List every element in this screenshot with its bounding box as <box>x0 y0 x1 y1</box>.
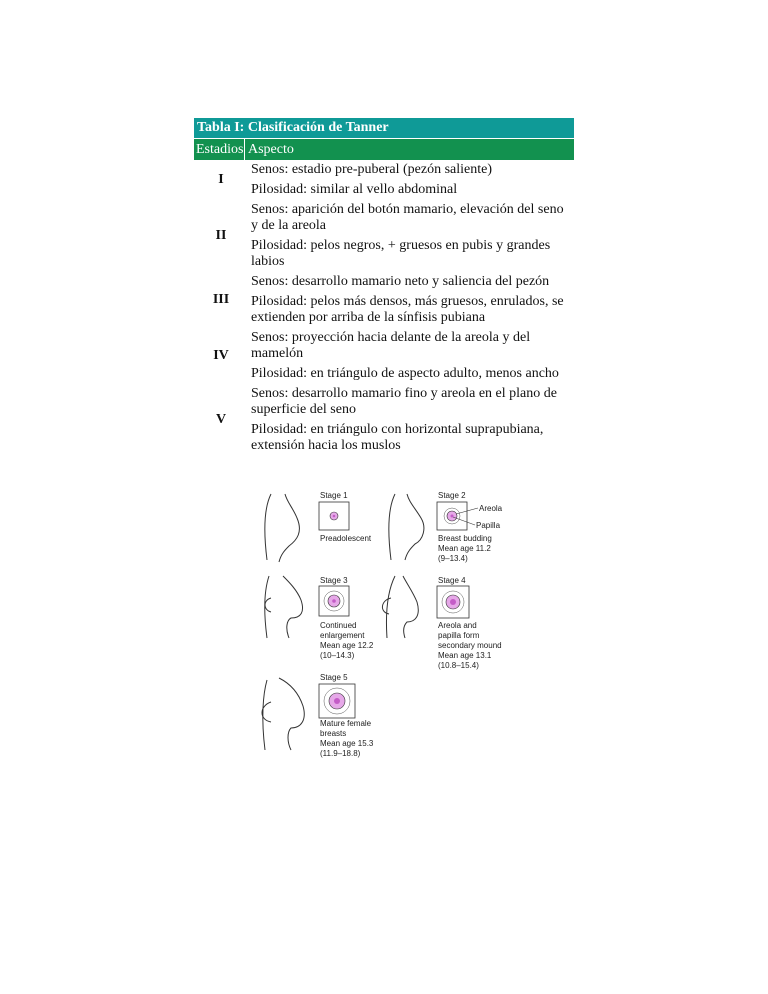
stage-4-title: Stage 4 <box>438 576 466 585</box>
stage-4-desc: papilla form <box>438 631 480 640</box>
papilla-icon <box>332 599 336 603</box>
stage-numeral: III <box>212 292 230 307</box>
tanner-stages-figure <box>257 488 557 763</box>
stage-row-i <box>194 160 574 200</box>
back-outline <box>386 576 395 638</box>
stage-3-desc: (10–14.3) <box>320 651 355 660</box>
stage-3-desc: enlargement <box>320 631 365 640</box>
stage-3-title: Stage 3 <box>320 576 348 585</box>
hair-description: Pilosidad: en triángulo con horizontal suprapubiana, extensión hacia los muslos <box>251 422 544 453</box>
hair-description: Pilosidad: pelos negros, + gruesos en pubis y grandes labios <box>251 238 551 269</box>
torso-silhouette <box>279 678 304 750</box>
papilla-icon <box>334 698 340 704</box>
stage-3-desc: Mean age 12.2 <box>320 641 374 650</box>
stage-5-desc: (11.9–18.8) <box>320 749 361 758</box>
stage-1-title: Stage 1 <box>320 491 348 500</box>
stage-row-v <box>194 384 574 456</box>
areola-label: Areola <box>479 504 503 513</box>
stage-numeral: IV <box>213 348 229 363</box>
stage-4-desc: Mean age 13.1 <box>438 651 492 660</box>
stage-1-desc: Preadolescent <box>320 534 372 543</box>
stage-4-panel <box>382 576 501 670</box>
stage-5-panel <box>262 673 374 758</box>
torso-silhouette <box>283 576 303 638</box>
papilla-icon <box>333 515 336 518</box>
stage-1-panel <box>265 491 372 562</box>
stage-row-iii <box>194 272 574 328</box>
stage-2-panel <box>389 491 503 563</box>
hair-description: Pilosidad: similar al vello abdominal <box>251 182 458 197</box>
table-header <box>194 139 574 160</box>
stage-3-panel <box>265 576 374 660</box>
stage-2-title: Stage 2 <box>438 491 466 500</box>
stage-4-desc: secondary mound <box>438 641 502 650</box>
breast-curve <box>265 598 271 612</box>
header-stage: Estadios <box>196 142 244 157</box>
table-title: Tabla I: Clasificación de Tanner <box>194 118 574 138</box>
stage-4-desc: Areola and <box>438 621 477 630</box>
breast-description: Senos: proyección hacia delante de la areola y del mamelón <box>251 330 531 361</box>
stage-2-desc: Breast budding <box>438 534 492 543</box>
stage-5-title: Stage 5 <box>320 673 348 682</box>
papilla-pointer <box>453 517 475 525</box>
breast-description: Senos: desarrollo mamario neto y saliencia del pezón <box>251 274 550 289</box>
stage-5-desc: Mean age 15.3 <box>320 739 374 748</box>
papilla-label: Papilla <box>476 521 501 530</box>
stage-3-desc: Continued <box>320 621 357 630</box>
back-outline <box>263 680 267 750</box>
stage-numeral: V <box>215 412 227 427</box>
stage-2-desc: (9–13.4) <box>438 554 468 563</box>
back-outline <box>265 494 271 560</box>
stage-2-desc: Mean age 11.2 <box>438 544 491 553</box>
stage-5-desc: Mature female <box>320 719 372 728</box>
stage-row-iv <box>194 328 574 384</box>
tanner-table <box>194 118 574 456</box>
stage-numeral: I <box>218 172 224 187</box>
header-aspect: Aspecto <box>244 139 574 160</box>
hair-description: Pilosidad: en triángulo de aspecto adulto, menos ancho <box>251 366 559 381</box>
stage-4-desc: (10.8–15.4) <box>438 661 479 670</box>
breast-description: Senos: desarrollo mamario fino y areola en el plano de superficie del seno <box>251 386 557 417</box>
hair-description: Pilosidad: pelos más densos, más gruesos, enrulados, se extienden por arriba de la sínfisis pubiana <box>251 294 564 325</box>
breast-description: Senos: aparición del botón mamario, elevación del seno y de la areola <box>251 202 564 233</box>
torso-silhouette <box>403 576 418 638</box>
papilla-icon <box>450 599 456 605</box>
torso-silhouette <box>279 494 299 562</box>
breast-description: Senos: estadio pre-puberal (pezón saliente) <box>251 162 493 177</box>
back-outline <box>389 494 395 560</box>
stage-numeral: II <box>215 228 227 243</box>
stage-row-ii <box>194 200 574 272</box>
torso-silhouette <box>405 494 424 560</box>
stage-5-desc: breasts <box>320 729 347 738</box>
